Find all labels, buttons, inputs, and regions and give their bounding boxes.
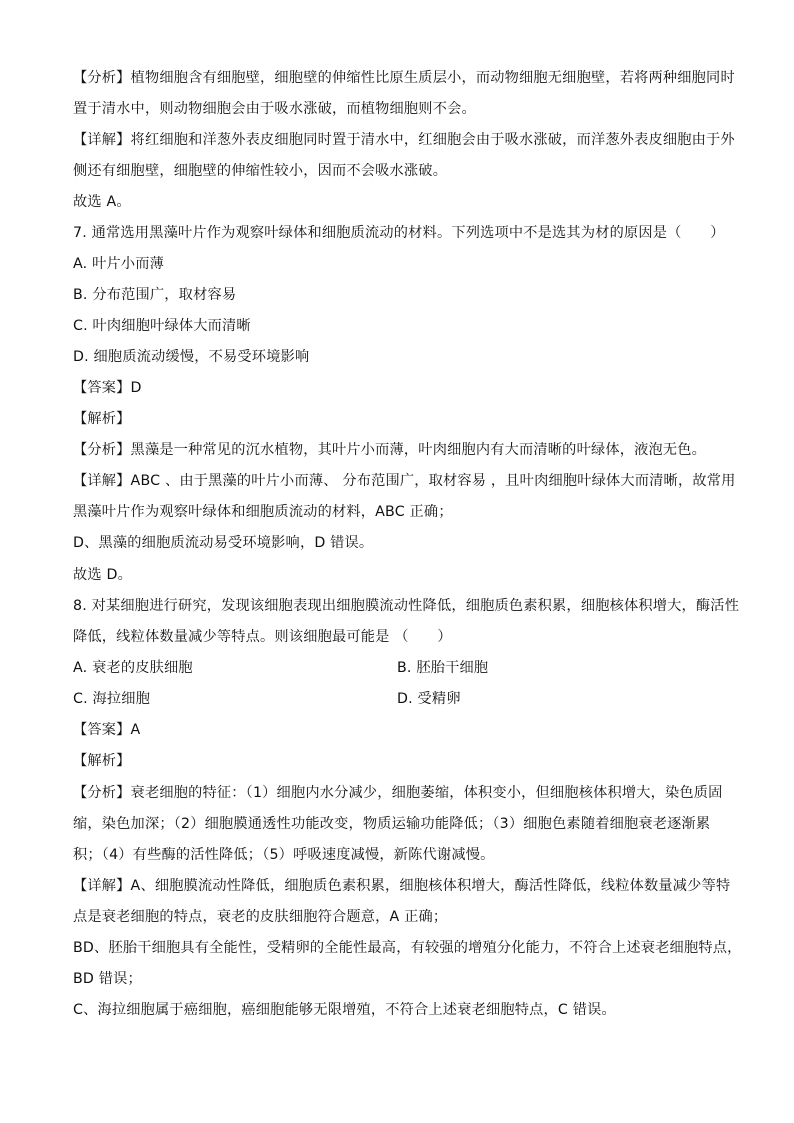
q7-option-a: A. 叶片小而薄 [73, 256, 165, 272]
q8-option-b: B. 胚胎干细胞 [397, 660, 489, 676]
q7-jiexi: 【解析】 [73, 411, 131, 427]
q7-option-c: C. 叶肉细胞叶绿体大而清晰 [73, 318, 251, 334]
q8-detail-line3: BD、胚胎干细胞具有全能性，受精卵的全能性最高，有较强的增殖分化能力，不符合上述衰老细胞特点， [73, 940, 742, 956]
q8-stem-line2: 降低，线粒体数量减少等特点。则该细胞最可能是 （ ） [73, 629, 452, 645]
q8-stem-line1: 8. 对某细胞进行研究，发现该细胞表现出细胞膜流动性降低，细胞质色素积累，细胞核体积增大，酶活性 [73, 598, 740, 614]
q7-option-b: B. 分布范围广，取材容易 [73, 287, 237, 303]
q6-analysis-line2: 置于清水中，则动物细胞会由于吸水涨破，而植物细胞则不会。 [73, 101, 476, 117]
q8-option-c: C. 海拉细胞 [73, 691, 151, 707]
q7-option-d: D. 细胞质流动缓慢，不易受环境影响 [73, 349, 310, 365]
q7-analysis: 【分析】黑藻是一种常见的沉水植物，其叶片小而薄，叶肉细胞内有大而清晰的叶绿体，液泡无色。 [73, 442, 707, 458]
q7-stem: 7. 通常选用黑藻叶片作为观察叶绿体和细胞质流动的材料。下列选项中不是选其为材的原因是（ ） [73, 225, 725, 241]
q8-detail-line2: 点是衰老细胞的特点，衰老的皮肤细胞符合题意，A 正确； [73, 909, 448, 925]
q7-choice: 故选 D。 [73, 567, 132, 583]
q8-detail-line1: 【详解】A、细胞膜流动性降低，细胞质色素积累，细胞核体积增大，酶活性降低，线粒体数量减少等特 [73, 878, 731, 894]
q7-detail-line3: D、黑藻的细胞质流动易受环境影响，D 错误。 [73, 535, 374, 551]
q8-answer: 【答案】A [73, 722, 141, 738]
q8-detail-line4: BD 错误； [73, 971, 142, 987]
q8-detail-line5: C、海拉细胞属于癌细胞，癌细胞能够无限增殖，不符合上述衰老细胞特点，C 错误。 [73, 1002, 616, 1018]
q8-analysis-line3: 积；（4）有些酶的活性降低；（5）呼吸速度减慢，新陈代谢减慢。 [73, 847, 495, 863]
q6-analysis-line1: 【分析】植物细胞含有细胞壁，细胞壁的伸缩性比原生质层小，而动物细胞无细胞壁，若将两种细胞同时 [73, 70, 735, 86]
q7-detail-line1: 【详解】ABC 、由于黑藻的叶片小而薄、 分布范围广，取材容易 ，且叶肉细胞叶绿体大而清晰，故常用 [73, 473, 736, 489]
q8-option-a: A. 衰老的皮肤细胞 [73, 660, 193, 676]
q6-detail-line2: 侧还有细胞壁，细胞壁的伸缩性较小，因而不会吸水涨破。 [73, 163, 448, 179]
q6-choice: 故选 A。 [73, 194, 131, 210]
q8-analysis-line1: 【分析】衰老细胞的特征：（1）细胞内水分减少，细胞萎缩，体积变小，但细胞核体积增大，染色质固 [73, 785, 723, 801]
q8-jiexi: 【解析】 [73, 753, 131, 769]
q7-detail-line2: 黑藻叶片作为观察叶绿体和细胞质流动的材料，ABC 正确； [73, 504, 453, 520]
q8-option-d: D. 受精卵 [397, 691, 461, 707]
q6-detail-line1: 【详解】将红细胞和洋葱外表皮细胞同时置于清水中，红细胞会由于吸水涨破，而洋葱外表皮细胞由于外 [73, 132, 735, 148]
q8-analysis-line2: 缩，染色加深；（2）细胞膜通透性功能改变，物质运输功能降低；（3）细胞色素随着细胞衰老逐渐累 [73, 816, 711, 832]
q7-answer: 【答案】D [73, 380, 142, 396]
